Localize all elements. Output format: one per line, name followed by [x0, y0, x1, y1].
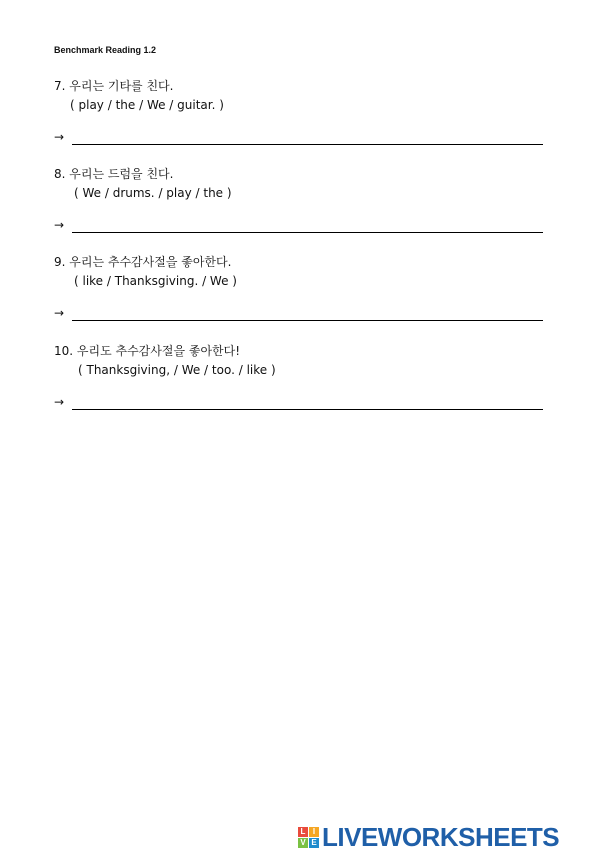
logo-block-l: L — [298, 827, 308, 837]
question-8-hint: ( We / drums. / play / the ) — [74, 186, 232, 200]
answer-input-10[interactable] — [72, 397, 543, 410]
answer-input-7[interactable] — [72, 132, 543, 145]
arrow-icon: → — [54, 395, 65, 409]
worksheet-header: Benchmark Reading 1.2 — [54, 45, 157, 55]
logo-block-i: I — [309, 827, 319, 837]
arrow-icon: → — [54, 218, 65, 232]
logo-blocks-icon — [298, 827, 319, 848]
liveworksheets-logo — [298, 822, 559, 852]
question-7-prompt: 7. 우리는 기타를 친다. — [54, 79, 174, 93]
logo-block-e: E — [309, 838, 319, 848]
logo-text: LIVEWORKSHEETS — [322, 821, 560, 852]
question-9-prompt: 9. 우리는 추수감사절을 좋아한다. — [54, 255, 232, 269]
question-10-hint: ( Thanksgiving, / We / too. / like ) — [78, 363, 276, 377]
question-9-hint: ( like / Thanksgiving. / We ) — [74, 274, 237, 288]
question-8-prompt: 8. 우리는 드럼을 친다. — [54, 167, 174, 181]
question-10-prompt: 10. 우리도 추수감사절을 좋아한다! — [54, 344, 241, 358]
answer-input-8[interactable] — [72, 220, 543, 233]
logo-block-v: V — [298, 838, 308, 848]
arrow-icon: → — [54, 130, 65, 144]
arrow-icon: → — [54, 306, 65, 320]
question-7-hint: ( play / the / We / guitar. ) — [70, 98, 224, 112]
answer-input-9[interactable] — [72, 308, 543, 321]
